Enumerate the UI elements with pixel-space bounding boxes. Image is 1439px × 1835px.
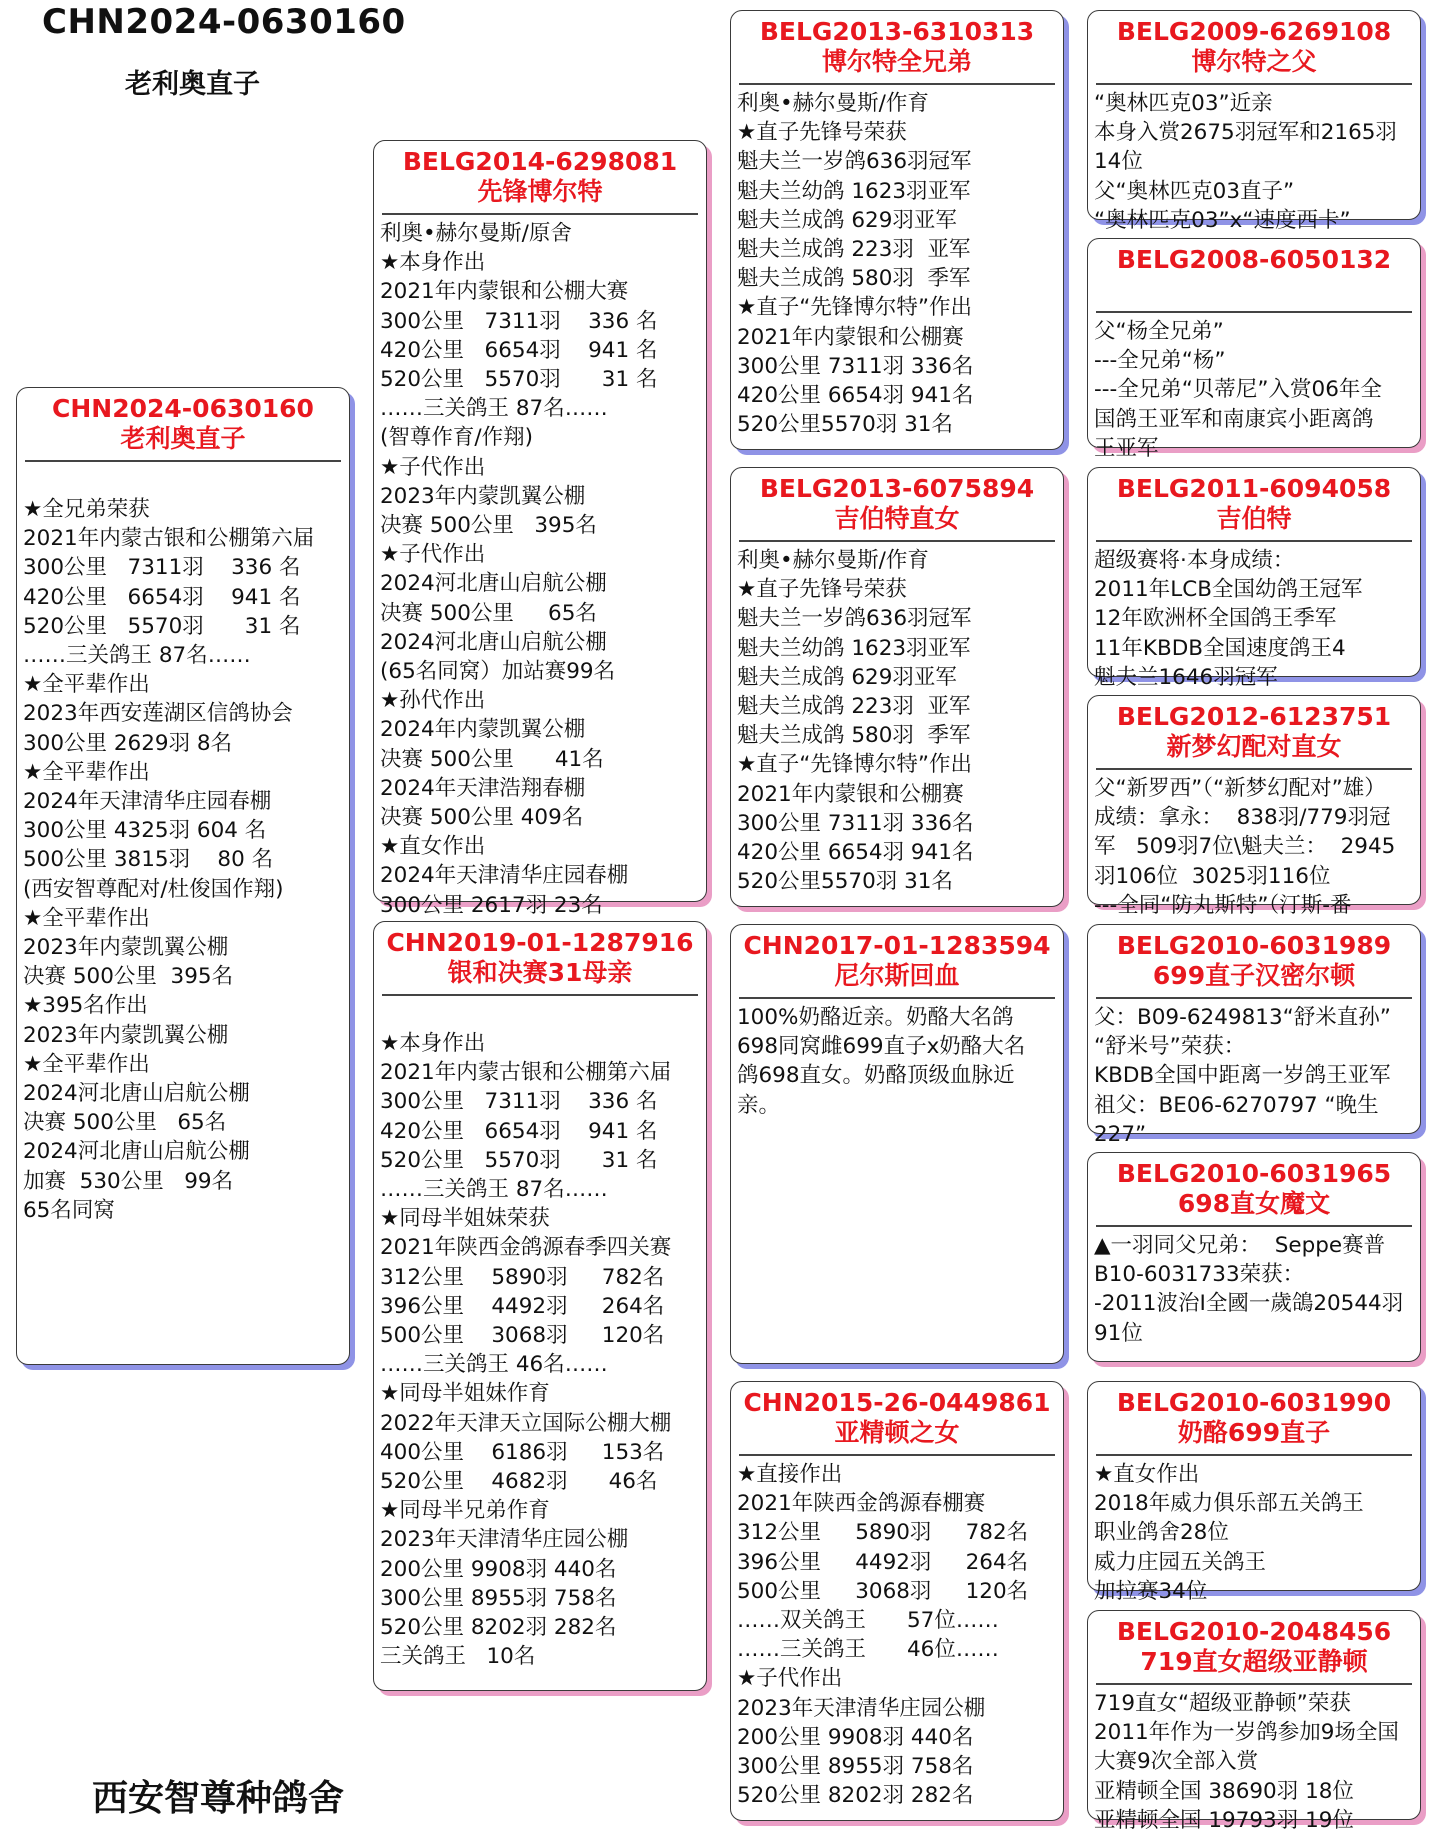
record-line: ★孙代作出 <box>380 688 486 714</box>
record-line: 2024年天津清华庄园春棚 <box>23 789 272 815</box>
record-line: ▲一羽同父兄弟： Seppe赛普 <box>1094 1233 1386 1258</box>
card-header <box>1088 245 1420 305</box>
card-ssd <box>1087 238 1421 461</box>
record-line: 420公里 6654羽 941名 <box>737 840 974 866</box>
ring-number: BELG2010-6031989 <box>1116 931 1392 960</box>
card-dam-sire <box>730 924 1064 1364</box>
record-line: 12年欧洲杯全国鸽王季军 <box>1094 606 1337 632</box>
card-dss <box>1087 924 1421 1147</box>
card-sire-sire <box>730 10 1064 450</box>
bird-name: 博尔特全兄弟 <box>821 47 972 76</box>
record-line: ★子代作出 <box>737 1666 843 1692</box>
record-line: 2021年内蒙古银和公棚第六届 <box>380 1060 672 1086</box>
record-line: 420公里 6654羽 941 名 <box>380 337 658 363</box>
card-header <box>1088 702 1420 762</box>
record-line: ★同母半兄弟作育 <box>380 1498 550 1524</box>
bird-name: 699直子汉密尔顿 <box>1152 961 1356 990</box>
card-body <box>731 542 1063 896</box>
record-line: 227” <box>1094 1121 1147 1147</box>
record-line: 决赛 500公里 395名 <box>23 964 234 990</box>
record-line: 100%奶酪近亲。奶酪大名鸽 <box>737 1005 1014 1030</box>
record-line: ★本身作出 <box>380 250 486 276</box>
ring-number: BELG2014-6298081 <box>402 147 678 176</box>
card-sss <box>1087 10 1421 233</box>
record-line: 决赛 500公里 41名 <box>380 746 604 772</box>
record-line: 威力庄园五关鸽王 <box>1094 1549 1267 1575</box>
record-line: 父“新罗西”（“新梦幻配对”雄） <box>1094 776 1386 801</box>
record-line: 719直女“超级亚静顿”荣获 <box>1094 1691 1351 1716</box>
record-line: 2024河北唐山启航公棚 <box>380 571 607 597</box>
record-line: 魁夫兰幼鸽 1623羽亚军 <box>737 178 971 204</box>
record-line: KBDB全国中距离一岁鸽王亚军 <box>1094 1063 1391 1089</box>
bird-name: 698直女魔文 <box>1177 1189 1331 1218</box>
record-line: 魁夫兰成鸽 629羽亚军 <box>737 664 957 690</box>
record-line: 520公里 4682羽 46名 <box>380 1469 658 1495</box>
record-line: “舒米号”荣获： <box>1094 1034 1246 1060</box>
record-line: 超级赛将·本身成绩： <box>1094 548 1295 573</box>
record-line: 312公里 5890羽 782名 <box>380 1264 665 1290</box>
record-line: 2023年天津清华庄园公棚 <box>380 1527 629 1553</box>
record-line: 2024年天津浩翔春棚 <box>380 775 586 801</box>
record-line: 200公里 9908羽 440名 <box>737 1724 974 1750</box>
record-line: 魁夫兰幼鸽 1623羽亚军 <box>737 635 971 661</box>
card-header <box>731 474 1063 534</box>
card-body <box>1088 1456 1420 1606</box>
record-line: ★同母半姐妹作育 <box>380 1381 550 1407</box>
card-sire-dam <box>730 467 1064 907</box>
pedigree-name: 老利奥直子 <box>125 69 260 100</box>
card-header <box>731 1388 1063 1448</box>
loft-name: 西安智尊种鸽舍 <box>92 1778 345 1819</box>
card-dam-dam <box>730 1381 1064 1821</box>
ring-number: BELG2010-2048456 <box>1116 1617 1392 1646</box>
bird-name: 老利奥直子 <box>120 424 246 453</box>
record-line: -2011波治I全國一歲鴿20544羽 <box>1094 1291 1404 1317</box>
record-line: 祖父：BE06-6270797 “晚生 <box>1094 1092 1379 1118</box>
record-line: 300公里 7311羽 336名 <box>737 810 974 836</box>
record-line: ★直子“先锋博尔特”作出 <box>737 752 973 778</box>
record-line: ★全平辈作出 <box>23 672 150 698</box>
record-line: 决赛 500公里 65名 <box>23 1110 227 1136</box>
record-line: 300公里 7311羽 336 名 <box>380 308 658 334</box>
bird-name: 尼尔斯回血 <box>834 961 960 990</box>
card-body <box>1088 1685 1420 1835</box>
ring-number: CHN2017-01-1283594 <box>743 931 1051 960</box>
record-line: 300公里 7311羽 336 名 <box>23 555 301 581</box>
record-line: 鸽698直女。奶酪顶级血脉近 <box>737 1063 1015 1089</box>
record-line: ……三关鸽王 87名…… <box>23 643 251 669</box>
record-line: 本身入赏2675羽冠军和2165羽 <box>1094 120 1397 146</box>
record-line: B10-6031733荣获： <box>1094 1262 1305 1288</box>
ring-number: BELG2009-6269108 <box>1116 17 1392 46</box>
record-line: ★直子先锋号荣获 <box>737 577 907 603</box>
record-line: 300公里 2617羽 23名 <box>380 892 603 918</box>
record-line: 300公里 2629羽 8名 <box>23 730 233 756</box>
record-line: 300公里 7311羽 336 名 <box>380 1089 658 1115</box>
record-line: 亚精顿全国 38690羽 18位 <box>1094 1778 1354 1804</box>
record-line: 魁夫兰1646羽冠军 <box>1094 664 1278 690</box>
card-body <box>731 999 1063 1120</box>
record-line: 魁夫兰成鸽 580羽 季军 <box>737 723 971 749</box>
record-line: 420公里 6654羽 941名 <box>737 383 974 409</box>
ring-number: BELG2013-6310313 <box>759 17 1035 46</box>
card-subject <box>16 387 350 1365</box>
card-body <box>1088 770 1420 920</box>
record-line: ★直女作出 <box>1094 1462 1200 1487</box>
record-line: ★直接作出 <box>737 1462 843 1487</box>
record-line: 520公里 5570羽 31 名 <box>380 367 658 393</box>
record-line: 魁夫兰成鸽 223羽 亚军 <box>737 694 971 720</box>
record-line: 396公里 4492羽 264名 <box>380 1293 665 1319</box>
record-line: 312公里 5890羽 782名 <box>737 1520 1029 1546</box>
record-line: 2021年陕西金鸽源春季四关赛 <box>380 1235 672 1261</box>
record-line: ……三关鸽王 87名…… <box>380 1177 608 1203</box>
record-line: 2023年西安莲湖区信鸽协会 <box>23 701 293 727</box>
record-line: 520公里 8202羽 282名 <box>737 1783 974 1809</box>
record-line: 2022年天津天立国际公棚大棚 <box>380 1410 672 1436</box>
ring-number: BELG2008-6050132 <box>1116 245 1392 274</box>
record-line: 魁夫兰一岁鸽636羽冠军 <box>737 606 972 632</box>
card-dds <box>1087 1381 1421 1604</box>
record-line: 2024年天津清华庄园春棚 <box>380 863 629 889</box>
card-sire <box>373 140 707 918</box>
record-line: 魁夫兰成鸽 223羽 亚军 <box>737 237 971 263</box>
record-line: 2023年内蒙凯翼公棚 <box>23 1022 229 1048</box>
record-line: 2023年内蒙凯翼公棚 <box>23 935 229 961</box>
record-line: 父“奥林匹克03直子” <box>1094 178 1295 204</box>
record-line <box>23 466 343 495</box>
record-line: ★子代作出 <box>380 454 486 480</box>
record-line: 2021年内蒙银和公棚赛 <box>737 781 964 807</box>
record-line: 2024河北唐山启航公棚 <box>380 629 607 655</box>
record-line: 军 509羽7位\魁夫兰： 2945 <box>1094 834 1396 860</box>
card-body <box>374 996 706 1671</box>
record-line: 300公里 8955羽 758名 <box>737 1754 974 1780</box>
record-line: 加拉赛34位 <box>1094 1578 1208 1604</box>
card-body <box>1088 313 1420 463</box>
record-line: “奥林匹克03”近亲 <box>1094 91 1273 116</box>
bird-name: 新梦幻配对直女 <box>1166 732 1342 761</box>
record-line: ★395名作出 <box>23 993 148 1019</box>
record-line: 羽106位 3025羽116位 <box>1094 863 1331 889</box>
bird-name: 亚精顿之女 <box>834 1418 960 1447</box>
record-line: 2024河北唐山启航公棚 <box>23 1139 250 1165</box>
card-body <box>1088 85 1420 235</box>
record-line: ★子代作出 <box>380 542 486 568</box>
record-line: 2021年陕西金鸽源春棚赛 <box>737 1491 986 1517</box>
ring-number: BELG2012-6123751 <box>1116 702 1392 731</box>
record-line: 亲。 <box>737 1092 781 1118</box>
card-header <box>1088 1388 1420 1448</box>
record-line: ---全同“防丸斯特”（汀斯-番 <box>1094 892 1352 918</box>
record-line: 2018年威力俱乐部五关鸽王 <box>1094 1491 1364 1517</box>
card-header <box>17 394 349 454</box>
record-line: 2021年内蒙银和公棚赛 <box>737 324 964 350</box>
record-line: 2024河北唐山启航公棚 <box>23 1081 250 1107</box>
record-line: 500公里 3815羽 80 名 <box>23 847 274 873</box>
record-line: (智尊作育/作翔) <box>380 425 534 451</box>
card-dsd <box>1087 1152 1421 1362</box>
record-line: ……三关鸽王 87名…… <box>380 396 608 422</box>
record-line: 父：B09-6249813“舒米直孙” <box>1094 1005 1391 1030</box>
record-line: 520公里5570羽 31名 <box>737 869 953 895</box>
ring-number: CHN2024-0630160 <box>52 394 314 423</box>
record-line: 利奥•赫尔曼斯/原舍 <box>380 221 572 246</box>
ring-number: CHN2019-01-1287916 <box>386 928 694 957</box>
record-line: 520公里5570羽 31名 <box>737 412 953 438</box>
record-line: ★本身作出 <box>380 1031 486 1056</box>
record-line: 14位 <box>1094 149 1143 175</box>
bird-name: 吉伯特 <box>1216 504 1292 533</box>
record-line: ★直子先锋号荣获 <box>737 120 907 146</box>
card-body <box>17 462 349 1225</box>
card-body <box>374 215 706 920</box>
record-line: 决赛 500公里 65名 <box>380 600 597 626</box>
record-line: ★同母半姐妹荣获 <box>380 1206 550 1232</box>
record-line: (西安智尊配对/杜俊国作翔) <box>23 876 284 902</box>
record-line: 520公里 8202羽 282名 <box>380 1615 617 1641</box>
record-line: ★全兄弟荣获 <box>23 497 150 522</box>
record-line: ★直女作出 <box>380 834 486 860</box>
record-line: 420公里 6654羽 941 名 <box>23 584 301 610</box>
record-line: ---全兄弟“杨” <box>1094 348 1226 374</box>
record-line: ……三关鸽王 46位…… <box>737 1637 999 1663</box>
card-body <box>1088 999 1420 1149</box>
record-line: 2023年天津清华庄园公棚 <box>737 1695 986 1721</box>
record-line: 2011年LCB全国幼鸽王冠军 <box>1094 577 1363 603</box>
card-header <box>731 931 1063 991</box>
card-header <box>1088 17 1420 77</box>
record-line: “奥林匹克03”x“速度西卡” <box>1094 207 1351 233</box>
ring-number: BELG2010-6031965 <box>1116 1159 1392 1188</box>
record-line: 91位 <box>1094 1320 1143 1346</box>
record-line: 698同窝雌699直子x奶酪大名 <box>737 1034 1026 1060</box>
record-line: 2021年内蒙银和公棚大赛 <box>380 279 629 305</box>
ring-number: BELG2013-6075894 <box>759 474 1035 503</box>
card-body <box>731 85 1063 439</box>
card-sdd <box>1087 695 1421 918</box>
card-header <box>1088 1617 1420 1677</box>
record-line: 决赛 500公里 409名 <box>380 805 584 831</box>
bird-name: 银和决赛31母亲 <box>447 958 633 987</box>
record-line: 成绩：拿永： 838羽/779羽冠 <box>1094 805 1391 831</box>
card-ddd <box>1087 1610 1421 1833</box>
record-line: 300公里 4325羽 604 名 <box>23 818 267 844</box>
card-header <box>374 147 706 207</box>
record-line: 决赛 500公里 395名 <box>380 513 597 539</box>
record-line: 300公里 7311羽 336名 <box>737 353 974 379</box>
record-line: 大赛9次全部入赏 <box>1094 1749 1259 1775</box>
card-header <box>731 17 1063 77</box>
bird-name: 博尔特之父 <box>1191 47 1317 76</box>
record-line: 420公里 6654羽 941 名 <box>380 1118 658 1144</box>
bird-name: 先锋博尔特 <box>477 177 603 206</box>
bird-name: 奶酪699直子 <box>1177 1418 1331 1447</box>
record-line: ---全兄弟“贝蒂尼”入赏06年全 <box>1094 377 1382 403</box>
record-line <box>380 1000 700 1029</box>
card-header <box>374 928 706 988</box>
record-line: 魁夫兰成鸽 580羽 季军 <box>737 266 971 292</box>
record-line: 396公里 4492羽 264名 <box>737 1549 1029 1575</box>
record-line: 王亚军 <box>1094 435 1159 461</box>
record-line: ★全平辈作出 <box>23 1051 150 1077</box>
pedigree-id: CHN2024-0630160 <box>42 2 406 42</box>
record-line: (65名同窝）加站赛99名 <box>380 659 616 685</box>
record-line: 父“杨全兄弟” <box>1094 319 1224 344</box>
card-body <box>1088 542 1420 692</box>
record-line: 2023年内蒙凯翼公棚 <box>380 483 586 509</box>
record-line: 2021年内蒙古银和公棚第六届 <box>23 526 315 552</box>
record-line: 加赛 530公里 99名 <box>23 1168 234 1194</box>
record-line: 亚精顿全国 19793羽 19位 <box>1094 1807 1354 1833</box>
bird-name: 吉伯特直女 <box>834 504 960 533</box>
card-dam <box>373 921 707 1691</box>
ring-number: BELG2010-6031990 <box>1116 1388 1392 1417</box>
bird-name <box>1088 275 1420 305</box>
record-line: 65名同窝 <box>23 1197 115 1223</box>
record-line: 利奥•赫尔曼斯/作育 <box>737 91 929 116</box>
ring-number: CHN2015-26-0449861 <box>743 1388 1051 1417</box>
record-line: 职业鸽舍28位 <box>1094 1520 1229 1546</box>
record-line: ★直子“先锋博尔特”作出 <box>737 295 973 321</box>
record-line: 三关鸽王 10名 <box>380 1644 536 1670</box>
card-header <box>1088 474 1420 534</box>
record-line: ★全平辈作出 <box>23 905 150 931</box>
card-header <box>1088 1159 1420 1219</box>
ring-number: BELG2011-6094058 <box>1116 474 1392 503</box>
record-line: 400公里 6186羽 153名 <box>380 1439 665 1465</box>
record-line: 520公里 5570羽 31 名 <box>23 613 301 639</box>
record-line: 2011年作为一岁鸽参加9场全国 <box>1094 1720 1399 1746</box>
card-body <box>1088 1227 1420 1348</box>
record-line: ……三关鸽王 46名…… <box>380 1352 608 1378</box>
card-header <box>1088 931 1420 991</box>
record-line: 利奥•赫尔曼斯/作育 <box>737 548 929 573</box>
record-line: 300公里 8955羽 758名 <box>380 1585 617 1611</box>
record-line: 520公里 5570羽 31 名 <box>380 1147 658 1173</box>
record-line: 500公里 3068羽 120名 <box>737 1578 1029 1604</box>
record-line: 200公里 9908羽 440名 <box>380 1556 617 1582</box>
bird-name: 719直女超级亚静顿 <box>1140 1647 1368 1676</box>
record-line: 11年KBDB全国速度鸽王4 <box>1094 635 1346 661</box>
card-sds <box>1087 467 1421 690</box>
record-line: 国鸽王亚军和南康宾小距离鸽 <box>1094 406 1374 432</box>
record-line: 魁夫兰一岁鸽636羽冠军 <box>737 149 972 175</box>
card-body <box>731 1456 1063 1810</box>
record-line: ……双关鸽王 57位…… <box>737 1608 999 1634</box>
record-line: 魁夫兰成鸽 629羽亚军 <box>737 207 957 233</box>
record-line: 500公里 3068羽 120名 <box>380 1323 665 1349</box>
record-line: ★全平辈作出 <box>23 759 150 785</box>
record-line: 2024年内蒙凯翼公棚 <box>380 717 586 743</box>
